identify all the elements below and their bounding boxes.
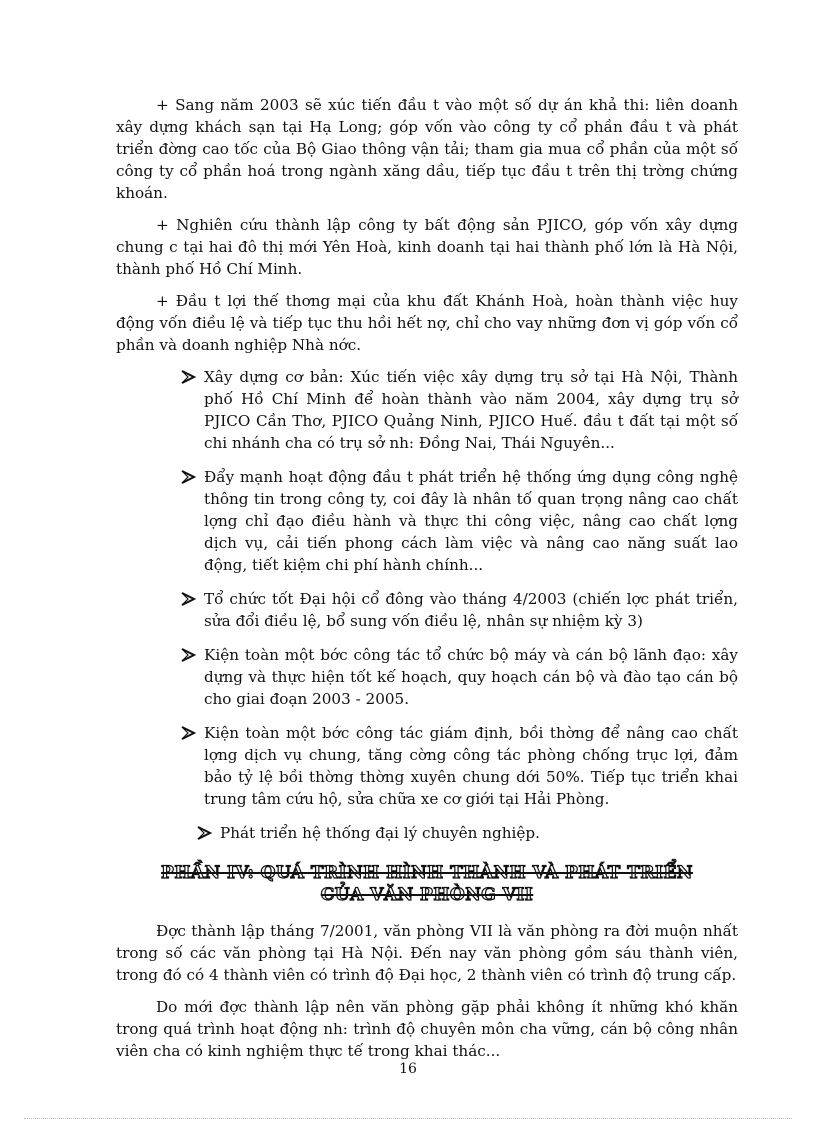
page-content bbox=[116, 94, 738, 1072]
bullet-item bbox=[116, 722, 738, 810]
section-heading-line-2: CỦA VĂN PHÒNG VII bbox=[320, 885, 534, 905]
section-heading-line-1: PHẦN IV: QUÁ TRÌNH HÌNH THÀNH VÀ PHÁT TRIỂN bbox=[161, 863, 693, 883]
section-heading bbox=[116, 862, 738, 906]
arrow-right-icon bbox=[180, 722, 196, 744]
arrow-right-icon bbox=[196, 822, 212, 844]
arrow-right-icon bbox=[180, 588, 196, 610]
bullet-text: Kiện toàn một bớc công tác tổ chức bộ máy và cán bộ lãnh đạo: xây dựng và thực hiện tốt kế hoạch, quy hoạch cán bộ và đào tạo cán bộ cho giai đoạn 2003 - 2005. bbox=[204, 646, 738, 708]
bullet-item bbox=[116, 644, 738, 710]
bullet-text: Phát triển hệ thống đại lý chuyên nghiệp. bbox=[220, 824, 540, 842]
bullet-item bbox=[116, 822, 738, 844]
page-number: 16 bbox=[399, 1061, 417, 1077]
arrow-right-icon bbox=[180, 466, 196, 488]
paragraph-real-estate: + Nghiên cứu thành lập công ty bất động sản PJICO, góp vốn xây dựng chung c tại hai đô thị mới Yên Hoà, kinh doanh tại hai thành phố lớn là Hà Nội, thành phố Hồ Chí Minh. bbox=[116, 216, 738, 278]
arrow-right-icon bbox=[180, 644, 196, 666]
bullet-item bbox=[116, 366, 738, 454]
bullet-list bbox=[116, 366, 738, 844]
paragraph-investment-2003: + Sang năm 2003 sẽ xúc tiến đầu t vào một số dự án khả thi: liên doanh xây dựng khách sạn tại Hạ Long; góp vốn vào công ty cổ phần đầu t và phát triển đờng cao tốc của Bộ Giao thông vận tải; tham gia mua cổ phần của một số công ty cổ phần hoá trong ngành xăng dầu, tiếp tục đầu t trên thị trờng chứng khoán. bbox=[116, 96, 738, 202]
bullet-text: Đẩy mạnh hoạt động đầu t phát triển hệ thống ứng dụng công nghệ thông tin trong công ty, coi đây là nhân tố quan trọng nâng cao chất lợng chỉ đạo điều hành và thực thi công việc, nâng cao chất lợng dịch vụ, cải tiến phong cách làm việc và nâng cao năng suất lao động, tiết kiệm chi phí hành chính... bbox=[204, 468, 738, 574]
bullet-item bbox=[116, 588, 738, 632]
bullet-text: Xây dựng cơ bản: Xúc tiến việc xây dựng trụ sở tại Hà Nội, Thành phố Hồ Chí Minh để hoàn thành vào năm 2004, xây dựng trụ sở PJICO Cần Thơ, PJICO Quảng Ninh, PJICO Huế. đầu t đất tại một số chi nhánh cha có trụ sở nh: Đồng Nai, Thái Nguyên... bbox=[204, 368, 738, 452]
bullet-item bbox=[116, 466, 738, 576]
bullet-text: Tổ chức tốt Đại hội cổ đông vào tháng 4/2003 (chiến lợc phát triển, sửa đổi điều lệ, bổ sung vốn điều lệ, nhân sự nhiệm kỳ 3) bbox=[204, 590, 738, 630]
paragraph-office-difficulties: Do mới đợc thành lập nên văn phòng gặp phải không ít những khó khăn trong quá trình hoạt động nh: trình độ chuyên môn cha vững, cán bộ công nhân viên cha có kinh nghiệm thực tế trong khai thác... bbox=[116, 998, 738, 1060]
paragraph-office-founding: Đợc thành lập tháng 7/2001, văn phòng VII là văn phòng ra đời muộn nhất trong số các văn phòng tại Hà Nội. Đến nay văn phòng gồm sáu thành viên, trong đó có 4 thành viên có trình độ Đại học, 2 thành viên có trình độ trung cấp. bbox=[116, 922, 738, 984]
paragraph-khanh-hoa: + Đầu t lợi thế thơng mại của khu đất Khánh Hoà, hoàn thành việc huy động vốn điều lệ và tiếp tục thu hồi hết nợ, chỉ cho vay những đơn vị góp vốn cổ phần và doanh nghiệp Nhà nớc. bbox=[116, 292, 738, 354]
page-bottom-divider bbox=[24, 1118, 792, 1119]
bullet-text: Kiện toàn một bớc công tác giám định, bồi thờng để nâng cao chất lợng dịch vụ chung, tăng cờng công tác phòng chống trục lợi, đảm bảo tỷ lệ bồi thờng thờng xuyên chung dới 50%. Tiếp tục triển khai trung tâm cứu hộ, sửa chữa xe cơ giới tại Hải Phòng. bbox=[204, 724, 738, 808]
arrow-right-icon bbox=[180, 366, 196, 388]
